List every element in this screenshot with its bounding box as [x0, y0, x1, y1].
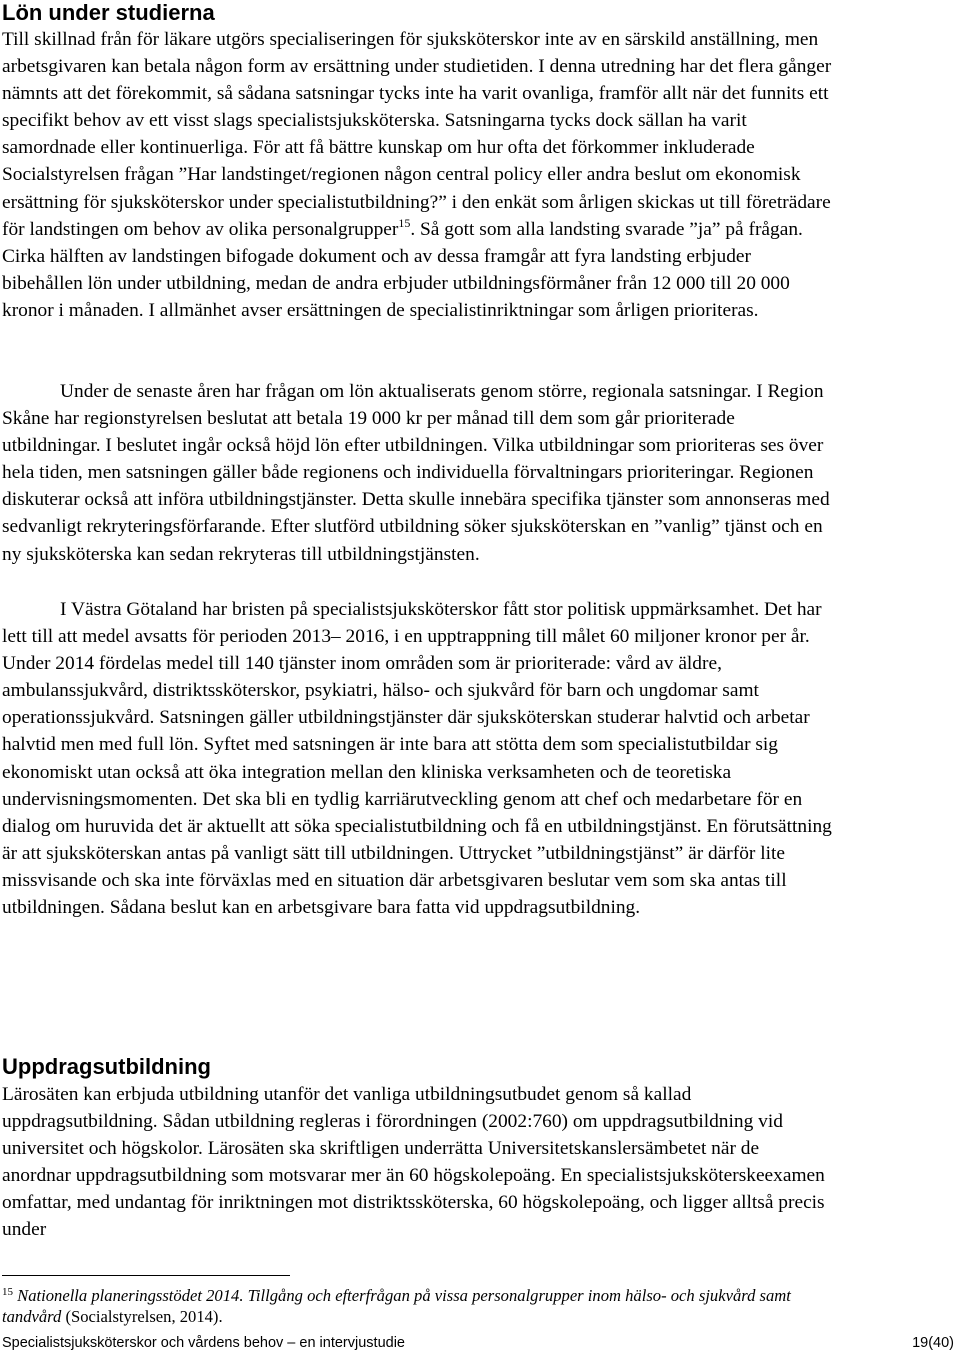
section-heading-uppdragsutbildning: Uppdragsutbildning: [2, 1054, 211, 1079]
paragraph: I Västra Götaland har bristen på specialistsjuksköterskor fått stor politisk uppmärksamhet. Det har lett till att medel avsatts för perioden 2013– 2016, i en upptrappning till målet 60 miljoner kronor per år. Under 2014 fördelas medel till 140 tjänster inom områden som är prioriterade: vård av äldre, ambulanssjukvård, distriktssköterskor, psykiatri, hälso- och sjukvård för barn och ungdomar samt operationssjukvård. Satsningen gäller utbildningstjänster där sjuksköterskan studerar halvtid och arbetar halvtid men med full lön. Syftet med satsningen är inte bara att stötta dem som specialistutbildar sig ekonomiskt utan också att öka integration mellan den kliniska verksamheten och de teoretiska undervisningsmomenten. Det ska bli en tydlig karriärutveckling genom att chef och medarbetare för en dialog om huruvida det är aktuellt att söka specialistutbildning och få en utbildningstjänst. En förutsättning är att sjuksköterskan antas på vanligt sätt till utbildningen. Uttrycket ”utbildningstjänst” är därför lite missvisande och ska inte förväxlas med en situation där arbetsgivaren beslutar vem som ska antas till utbildningen. Sådana beslut kan en arbetsgivare bara fatta vid uppdragsutbildning.: [2, 599, 832, 919]
paragraph: Lärosäten kan erbjuda utbildning utanför det vanliga utbildningsutbudet genom så kallad uppdragsutbildning. Sådan utbildning regleras i förordningen (2002:760) om uppdragsutbildning vid universitet och högskolor. Lärosäten ska skriftligen underrätta Universitetskanslersämbetet när de anordnar uppdragsutbildning som motsvarar mer än 60 högskolepoäng. En specialistsjuksköterskeexamen omfattar, med undantag för inriktningen mot distriktssköterska, 60 högskolepoäng, och ligger alltså precis under: [2, 1084, 825, 1241]
section-heading-lon: Lön under studierna: [2, 0, 215, 25]
paragraph: Under de senaste åren har frågan om lön aktualiserats genom större, regionala satsningar. I Region Skåne har regionstyrelsen beslutat att betala 19 000 kr per månad till dem som går prioriterade utbildningar. I beslutet ingår också höjd lön efter utbildningen. Vilka utbildningar som prioriteras ses över hela tiden, men satsningen gäller både regionens och individuella förvaltningars prioriteringar. Regionen diskuterar också att införa utbildningstjänster. Detta skulle innebära specifika tjänster som annonseras med sedvanligt rekryteringsförfarande. Efter slutförd utbildning söker sjuksköterskan en ”vanlig” tjänst och en ny sjuksköterska kan sedan rekryteras till utbildningstjänsten.: [2, 381, 830, 565]
page-footer: [2, 1334, 954, 1352]
paragraph-text: . Så gott som alla landsting svarade ”ja” på frågan. Cirka hälften av landstingen bifogade dokument och av dessa framgår att fyra landsting erbjuder bibehållen lön under utbildning, medan de andra erbjuder utbildningsförmåner från 12 000 till 20 000 kronor i månaden. I allmänhet avser ersättningen de specialistinriktningar som årligen prioriteras.: [2, 218, 803, 321]
footnote-source: (Socialstyrelsen, 2014).: [61, 1307, 223, 1326]
footer-title: Specialistsjuksköterskor och vårdens behov – en intervjustudie: [2, 1335, 405, 1351]
footnote-separator: [2, 1275, 290, 1276]
footnote: [2, 1285, 822, 1327]
footnote-reference[interactable]: 15: [398, 215, 411, 230]
page-number: 19(40): [912, 1335, 954, 1351]
paragraph-text: Till skillnad från för läkare utgörs specialiseringen för sjuksköterskor inte av en särskild anställning, men arbetsgivaren kan betala någon form av ersättning under studietiden. I denna utredning har det flera gånger nämnts att det förekommit, så sådana satsningar tycks inte ha varit ovanliga, framför allt när det funnits ett specifikt behov av ett visst slags specialistsjuksköterska. Satsningarna tycks dock sällan ha varit samordnade eller kontinuerliga. För att få bättre kunskap om hur ofta det förkommer inkluderade Socialstyrelsen frågan ”Har landstinget/regionen någon central policy eller andra beslut om ekonomisk ersättning för sjuksköterskor under specialistutbildning?” i den enkät som årligen skickas ut till företrädare för landstingen om behov av olika personalgrupper: [2, 29, 832, 240]
footnote-number: 15: [2, 1286, 13, 1298]
paragraph: [2, 26, 832, 324]
footnote-title: Nationella planeringsstödet 2014. Tillgång och efterfrågan på vissa personalgrupper inom hälso- och sjukvård samt tandvård: [2, 1286, 791, 1326]
